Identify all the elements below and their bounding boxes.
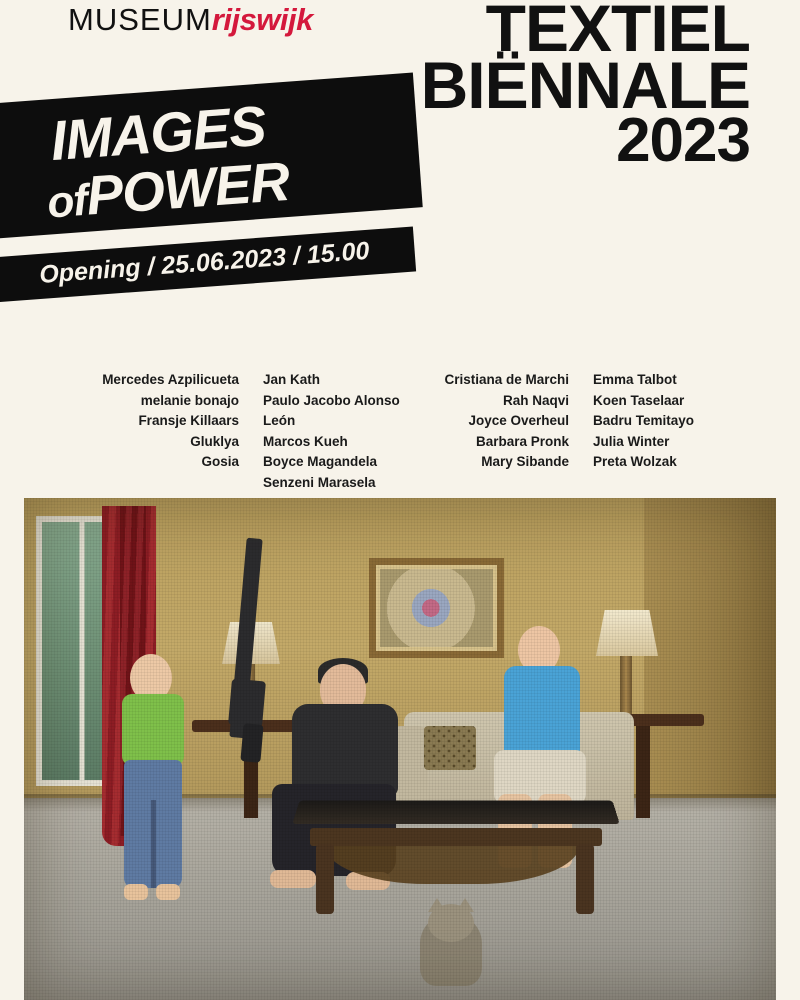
man-torso: [292, 704, 398, 796]
opening-text: Opening / 25.06.2023 / 15.00: [38, 236, 371, 289]
artwork-image: [24, 498, 776, 1000]
artist-name: Paulo Jacobo Alonso León: [263, 392, 400, 429]
coffee-table-apron: [310, 828, 602, 846]
artist-column-2: [263, 370, 415, 493]
cat-head: [428, 904, 474, 942]
artist-name: Cristiana de Marchi: [444, 372, 569, 387]
artist-name: Mercedes Azpilicueta: [102, 372, 239, 387]
right-side-table-leg: [636, 726, 650, 818]
opening-banner: [0, 227, 416, 303]
title-line-textiel: TEXTIEL: [485, 0, 750, 65]
poster-title: [420, 0, 750, 175]
title-line-biennale: BIËNNALE: [420, 47, 750, 122]
woman-blue-top: [504, 666, 580, 762]
artist-name: melanie bonajo: [140, 392, 239, 408]
leopard-cushion: [424, 726, 476, 770]
banner-word-power: POWER: [84, 149, 292, 227]
artist-name: Marcos Kueh: [263, 433, 348, 449]
museum-logo: [68, 2, 313, 38]
coffee-table-leg-left: [316, 844, 334, 914]
artist-name: Mary Sibande: [481, 454, 569, 470]
artist-column-1: [97, 370, 239, 493]
artist-name: Boyce Magandela: [263, 454, 378, 470]
banner-line-images: IMAGES: [48, 93, 268, 173]
man-foot-left: [270, 870, 316, 888]
artist-name: Preta Wolzak: [593, 454, 677, 470]
title-year: 2023: [616, 105, 750, 175]
coffee-table-top: [292, 800, 620, 824]
artist-name: Gluklya: [190, 433, 239, 449]
artist-column-3: [439, 370, 569, 493]
artist-name: Koen Taselaar: [593, 392, 685, 408]
artist-name: Gosia: [201, 454, 239, 470]
artist-name: Badru Temitayo: [593, 413, 695, 429]
logo-museum-word: MUSEUM: [68, 2, 212, 37]
girl-foot-left: [124, 884, 148, 900]
artist-name: Julia Winter: [593, 433, 670, 449]
logo-rijswijk-word: rijswijk: [211, 2, 313, 37]
painting-canvas: [380, 569, 493, 647]
girl-foot-right: [156, 884, 180, 900]
artist-name: Joyce Overheul: [468, 413, 569, 429]
artwork-scene: [24, 498, 776, 1000]
girl-jeans: [124, 760, 182, 888]
framed-painting: [369, 558, 504, 658]
coffee-table-leg-right: [576, 844, 594, 914]
artist-name: Jan Kath: [263, 372, 321, 387]
rifle-magazine: [228, 679, 266, 728]
artist-name: Fransje Killaars: [138, 413, 239, 429]
images-of-power-banner: [0, 73, 423, 239]
artist-column-4: [593, 370, 703, 493]
artist-name: Senzeni Marasela: [263, 474, 376, 490]
artist-name: Barbara Pronk: [475, 433, 569, 449]
artist-name: Rah Naqvi: [502, 392, 569, 408]
rifle-stock: [240, 723, 263, 763]
girl-green-top: [122, 694, 184, 766]
right-lamp-base: [620, 656, 632, 716]
right-lamp-shade: [596, 610, 658, 656]
artist-list: [0, 370, 800, 493]
banner-word-of: of: [45, 175, 89, 228]
artist-name: Emma Talbot: [593, 372, 677, 387]
